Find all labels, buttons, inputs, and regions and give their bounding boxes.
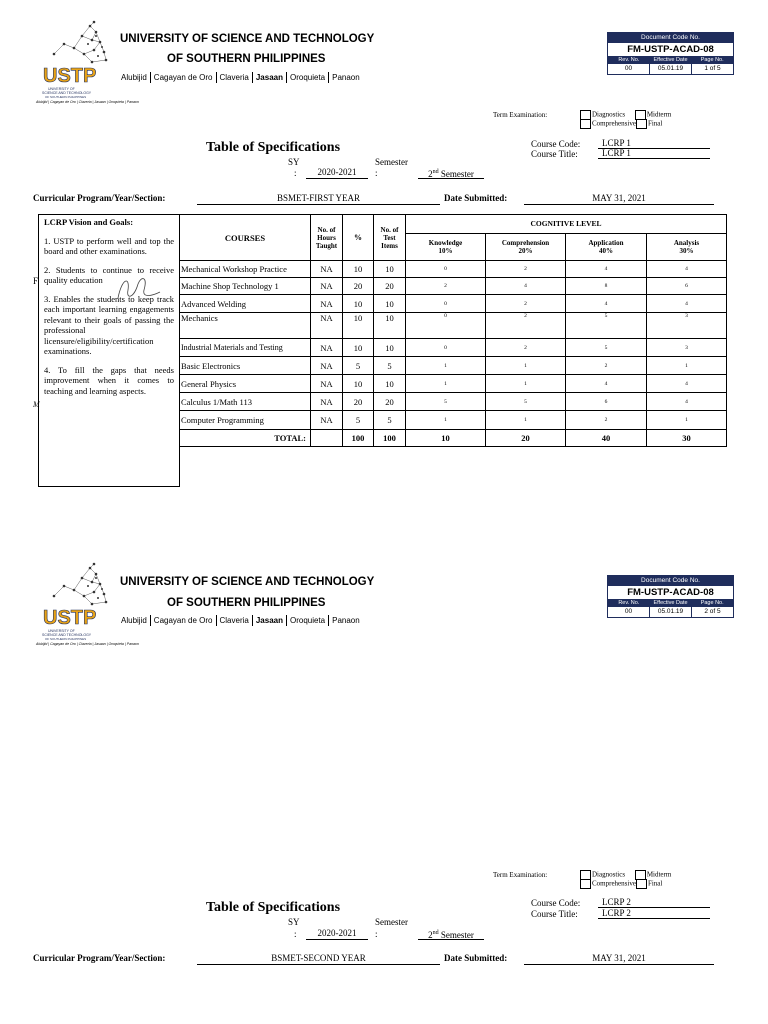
doc-code-value: FM-USTP-ACAD-08 xyxy=(627,44,714,55)
ustp-logo xyxy=(34,14,116,106)
comprehension-header: Comprehension 20% xyxy=(486,234,566,261)
document-code-box-page2 xyxy=(607,575,734,618)
course-code-value-page2: LCRP 2 xyxy=(598,897,710,908)
table-row: General Physics NA 10 10 1 1 4 4 xyxy=(180,375,727,393)
knowledge-header: Knowledge 10% xyxy=(406,234,486,261)
goal-3: 3. Enables the students to keep track each important learning engagements relevant to their goals of passing the professional licensure/eligibility/certification examinations. xyxy=(44,293,174,356)
university-name-line1-page2: UNIVERSITY OF SCIENCE AND TECHNOLOGY xyxy=(120,576,375,588)
sy-value-page2: 2020-2021 xyxy=(306,927,368,940)
effective-date-label: Effective Date xyxy=(653,600,688,606)
campus-alubijid: Alubijid xyxy=(121,73,147,82)
campus-jasaan: Jasaan xyxy=(252,615,286,626)
final-label: Final xyxy=(647,119,663,128)
page-no-value: 2 of 5 xyxy=(691,607,733,617)
campus-list-page2 xyxy=(121,615,363,626)
sy-value: 2020-2021 xyxy=(306,166,368,179)
campus-panaon: Panaon xyxy=(328,72,363,83)
university-name-line2: OF SOUTHERN PHILIPPINES xyxy=(167,53,326,65)
table-row: Industrial Materials and Testing NA 10 10 0 2 5 3 xyxy=(180,339,727,357)
hours-header: No. of Hours Taught xyxy=(311,215,343,261)
comprehensive-label: Comprehensive xyxy=(592,879,636,888)
document-code-box xyxy=(607,32,734,75)
ustp-logo-page2 xyxy=(34,556,116,648)
semester-colon: : xyxy=(375,168,378,178)
campus-list xyxy=(121,72,363,83)
diagnostics-label: Diagnostics xyxy=(592,110,626,119)
comprehensive-checkbox[interactable] xyxy=(580,119,591,129)
rev-no-label: Rev. No. xyxy=(618,57,640,63)
campus-oroquieta: Oroquieta xyxy=(286,72,328,83)
term-exam-options xyxy=(580,110,671,129)
svg-text:USTP: USTP xyxy=(43,607,97,629)
cognitive-header: COGNITIVE LEVEL xyxy=(406,215,727,234)
logo-caption: Alubijid | Cagayan de Oro | Claveria | Jasaan | Oroquieta | Panaon xyxy=(36,100,139,104)
table-row: Mechanics NA 10 10 0 2 5 3 xyxy=(180,313,727,339)
doc-code-subheader xyxy=(608,599,733,607)
application-header: Application 40% xyxy=(566,234,647,261)
goal-4: 4. To fill the gaps that needs improvement when it comes to teaching and learning aspects. xyxy=(44,364,174,396)
page-no-value: 1 of 5 xyxy=(691,64,733,74)
sy-colon: : xyxy=(294,168,297,178)
table-row: Computer Programming NA 5 5 1 1 2 1 xyxy=(180,411,727,430)
table-row: Machine Shop Technology 1 NA 20 20 2 4 8 6 xyxy=(180,278,727,295)
semester-label: Semester xyxy=(375,157,408,167)
sy-label: SY xyxy=(288,157,300,167)
doc-code-header: Document Code No. xyxy=(608,33,733,43)
midterm-label: Midterm xyxy=(646,870,672,879)
svg-text:SCIENCE AND TECHNOLOGY: SCIENCE AND TECHNOLOGY xyxy=(42,633,92,637)
total-label: TOTAL: xyxy=(180,430,311,447)
campus-panaon: Panaon xyxy=(328,615,363,626)
vision-goals-box xyxy=(38,214,180,487)
date-submitted-label-page2: Date Submitted: xyxy=(444,953,508,963)
svg-text:USTP: USTP xyxy=(43,65,97,87)
doc-code-header: Document Code No. xyxy=(608,576,733,586)
svg-text:OF SOUTHERN PHILIPPINES: OF SOUTHERN PHILIPPINES xyxy=(45,637,87,641)
signature-scribble-icon xyxy=(108,270,168,310)
date-submitted-label: Date Submitted: xyxy=(444,193,508,203)
date-submitted-value-page2: MAY 31, 2021 xyxy=(524,952,714,965)
midterm-label: Midterm xyxy=(646,110,672,119)
campus-alubijid: Alubijid xyxy=(121,616,147,625)
svg-text:SCIENCE AND TECHNOLOGY: SCIENCE AND TECHNOLOGY xyxy=(42,91,92,95)
semester-label-page2: Semester xyxy=(375,917,408,927)
university-name-line2-page2: OF SOUTHERN PHILIPPINES xyxy=(167,597,326,609)
semester-colon-page2: : xyxy=(375,929,378,939)
term-exam-options-page2 xyxy=(580,870,671,889)
program-value-page2: BSMET-SECOND YEAR xyxy=(197,952,440,965)
course-code-value: LCRP 1 xyxy=(598,138,710,149)
items-header: No. of Test Items xyxy=(374,215,406,261)
rev-no-label: Rev. No. xyxy=(618,600,640,606)
rev-no-value: 00 xyxy=(624,65,633,72)
final-checkbox[interactable] xyxy=(636,119,647,129)
svg-text:UNIVERSITY OF: UNIVERSITY OF xyxy=(48,87,75,91)
semester-value-page2: 2nd Semester xyxy=(418,927,484,940)
term-exam-label: Term Examination: xyxy=(493,111,548,119)
diagnostics-label: Diagnostics xyxy=(592,870,626,879)
doc-code-values xyxy=(608,64,733,74)
table-row: Advanced Welding NA 10 10 0 2 4 4 xyxy=(180,295,727,313)
analysis-header: Analysis 30% xyxy=(647,234,727,261)
sy-label-page2: SY xyxy=(288,917,300,927)
goal-2: 2. Students to continue to receive quality education xyxy=(44,264,174,285)
courses-header: COURSES xyxy=(180,215,311,261)
logo-constellation-icon xyxy=(34,14,116,106)
vision-title: LCRP Vision and Goals: xyxy=(44,217,134,227)
course-title-label: Course Title: xyxy=(531,149,578,159)
table-row: Mechanical Workshop Practice NA 10 10 0 2 4 4 xyxy=(180,261,727,278)
doc-code-value: FM-USTP-ACAD-08 xyxy=(627,587,714,598)
logo-caption-page2: Alubijid | Cagayan de Oro | Claveria | Jasaan | Oroquieta | Panaon xyxy=(36,642,139,646)
campus-claveria: Claveria xyxy=(216,72,252,83)
tos-title-page2: Table of Specifications xyxy=(206,900,341,915)
course-code-label: Course Code: xyxy=(531,139,581,149)
goal-1: 1. USTP to perform well and top the board and other examinations. xyxy=(44,235,174,256)
effective-date-value: 05.01.19 xyxy=(649,64,691,74)
course-title-value: LCRP 1 xyxy=(598,148,710,159)
rev-no-value: 00 xyxy=(624,608,633,615)
term-exam-label-page2: Term Examination: xyxy=(493,871,548,879)
sy-colon-page2: : xyxy=(294,929,297,939)
doc-code-values xyxy=(608,607,733,617)
campus-cdo: Cagayan de Oro xyxy=(150,615,216,626)
curricular-label-page2: Curricular Program/Year/Section: xyxy=(33,953,166,963)
final-label: Final xyxy=(647,879,663,888)
campus-oroquieta: Oroquieta xyxy=(286,615,328,626)
course-title-label-page2: Course Title: xyxy=(531,909,578,919)
date-submitted-value: MAY 31, 2021 xyxy=(524,192,714,205)
page-no-label: Page No. xyxy=(700,600,724,606)
svg-text:OF SOUTHERN PHILIPPINES: OF SOUTHERN PHILIPPINES xyxy=(45,95,87,99)
svg-text:UNIVERSITY OF: UNIVERSITY OF xyxy=(48,629,75,633)
total-row: TOTAL: 100 100 10 20 40 30 xyxy=(180,430,727,447)
specifications-table xyxy=(179,214,727,447)
university-name-line1: UNIVERSITY OF SCIENCE AND TECHNOLOGY xyxy=(120,33,375,45)
pct-header: % xyxy=(343,215,374,261)
program-value: BSMET-FIRST YEAR xyxy=(197,192,440,205)
curricular-label: Curricular Program/Year/Section: xyxy=(33,193,166,203)
logo-constellation-icon xyxy=(34,556,116,648)
campus-claveria: Claveria xyxy=(216,615,252,626)
page-no-label: Page No. xyxy=(700,57,724,63)
comprehensive-label: Comprehensive xyxy=(592,119,636,128)
final-checkbox[interactable] xyxy=(636,879,647,889)
doc-code-subheader xyxy=(608,56,733,64)
course-title-value-page2: LCRP 2 xyxy=(598,908,710,919)
course-code-label-page2: Course Code: xyxy=(531,898,581,908)
campus-jasaan: Jasaan xyxy=(252,72,286,83)
effective-date-label: Effective Date xyxy=(653,57,688,63)
tos-title: Table of Specifications xyxy=(206,140,341,155)
effective-date-value: 05.01.19 xyxy=(649,607,691,617)
table-row: Basic Electronics NA 5 5 1 1 2 1 xyxy=(180,357,727,375)
comprehensive-checkbox[interactable] xyxy=(580,879,591,889)
table-row: Calculus 1/Math 113 NA 20 20 5 5 6 4 xyxy=(180,393,727,411)
stray-letter-f: F xyxy=(33,276,39,286)
semester-value: 2nd Semester xyxy=(418,166,484,179)
campus-cdo: Cagayan de Oro xyxy=(150,72,216,83)
stray-letter-m: M xyxy=(33,400,40,409)
